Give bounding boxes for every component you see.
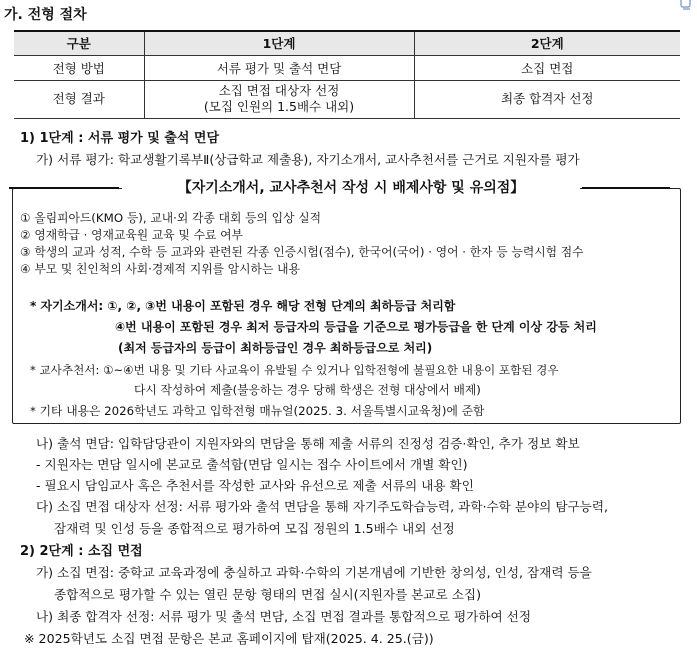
table-header-cell: 구분: [14, 31, 144, 55]
exclusion-item: ③ 학생의 교과 성적, 수학 등 교과와 관련된 각종 인증시험(점수), 한국어(국어) · 영어 · 한자 등 능력시험 점수: [20, 245, 584, 259]
caution-box-title: [122, 175, 580, 201]
self-intro-note-line: (최저 등급자의 등급이 최하등급인 경우 최하등급으로 처리): [118, 341, 433, 355]
table-header-row: [14, 31, 680, 55]
stage1-cell-line: 소집 면접 대상자 선정: [218, 83, 340, 98]
self-intro-note-line: ④번 내용이 포함된 경우 최저 등급자의 등급을 기준으로 평가등급을 한 단계 이상 강등 처리: [115, 320, 597, 334]
stage1-interview: 나) 출석 면담: 입학담당관이 지원자와의 면담을 통해 제출 서류의 진정성 검증·확인, 추가 정보 확보: [36, 436, 580, 451]
title-rule-right: [582, 187, 670, 189]
table-header-cell: 1단계: [144, 31, 414, 55]
procedure-table: [14, 30, 680, 119]
stage2-interview: 가) 소집 면접: 중학교 교육과정에 충실하고 과학·수학의 기본개념에 기반한 창의성, 인성, 잠재력 등을: [36, 565, 592, 580]
stage2-final-selection: 나) 최종 합격자 선정: 서류 평가 및 출석 면담, 소집 면접 결과를 통합적으로 평가하여 선정: [36, 609, 531, 624]
exclusion-item: ④ 부모 및 친인척의 사회·경제적 지위를 암시하는 내용: [20, 262, 300, 276]
stage2-heading: 2) 2단계 : 소집 면접: [20, 544, 143, 559]
stage1-selection-line: 잠재력 및 인성 등을 종합적으로 평가하여 모집 정원의 1.5배수 내외 선정: [54, 521, 455, 536]
stage2-cell: 소집 면접: [414, 55, 680, 80]
row-label: 전형 방법: [14, 55, 144, 80]
stage1-cell: [144, 80, 414, 118]
table-row: [14, 55, 680, 80]
footnote: ※ 2025학년도 소집 면접 문항은 본교 홈페이지에 탑재(2025. 4. 25.(금)): [24, 631, 434, 646]
stage1-selection: 다) 소집 면접 대상자 선정: 서류 평가와 출석 면담을 통해 자기주도학습능력, 과학·수학 분야의 탐구능력,: [36, 499, 608, 514]
other-note: * 기타 내용은 2026학년도 과학고 입학전형 매뉴얼(2025. 3. 서울특별시교육청)에 준함: [30, 404, 485, 418]
stage1-cell: 서류 평가 및 출석 면담: [144, 55, 414, 80]
stage2-interview-line: 종합적으로 평가할 수 있는 열린 문항 형태의 면접 실시(지원자를 본교로 소집): [54, 587, 481, 602]
table-row: [14, 80, 680, 118]
interview-bullet: - 필요시 담임교사 혹은 추천서를 작성한 교사와 유선으로 제출 서류의 내용 확인: [36, 478, 474, 493]
stage1-document-review: 가) 서류 평가: 학교생활기록부Ⅱ(상급학교 제출용), 자기소개서, 교사추천서를 근거로 지원자를 평가: [36, 152, 580, 167]
stage1-heading: 1) 1단계 : 서류 평가 및 출석 면담: [20, 131, 220, 146]
exclusion-item: ① 올림피아드(KMO 등), 교내·외 각종 대회 등의 입상 실적: [20, 211, 322, 225]
section-title: 가. 전형 절차: [4, 7, 87, 23]
exclusion-item: ② 영재학급 · 영재교육원 교육 및 수료 여부: [20, 228, 243, 242]
title-rule-left: [9, 187, 119, 189]
caution-title-text: 【자기소개서, 교사추천서 작성 시 배제사항 및 유의점】: [177, 180, 525, 196]
stage2-cell: 최종 합격자 선정: [414, 80, 680, 118]
row-label: 전형 결과: [14, 80, 144, 118]
stage1-cell-line: (모집 인원의 1.5배수 내외): [203, 99, 355, 114]
self-intro-note: * 자기소개서: ①, ②, ③번 내용이 포함된 경우 해당 전형 단계의 최하등급 처리함: [30, 299, 456, 313]
copy-icon[interactable]: [679, 0, 693, 10]
recommendation-note: * 교사추천서: ①~④번 내용 및 기타 사교육이 유발될 수 있거나 입학전형에 불필요한 내용이 포함된 경우: [30, 363, 559, 377]
interview-bullet: - 지원자는 면담 일시에 본교로 출석함(면담 일시는 접수 사이트에서 개별 확인): [36, 457, 468, 472]
table-header-cell: 2단계: [414, 31, 680, 55]
recommendation-note-line: 다시 작성하여 제출(불응하는 경우 당해 학생은 전형 대상에서 배제): [134, 383, 481, 397]
